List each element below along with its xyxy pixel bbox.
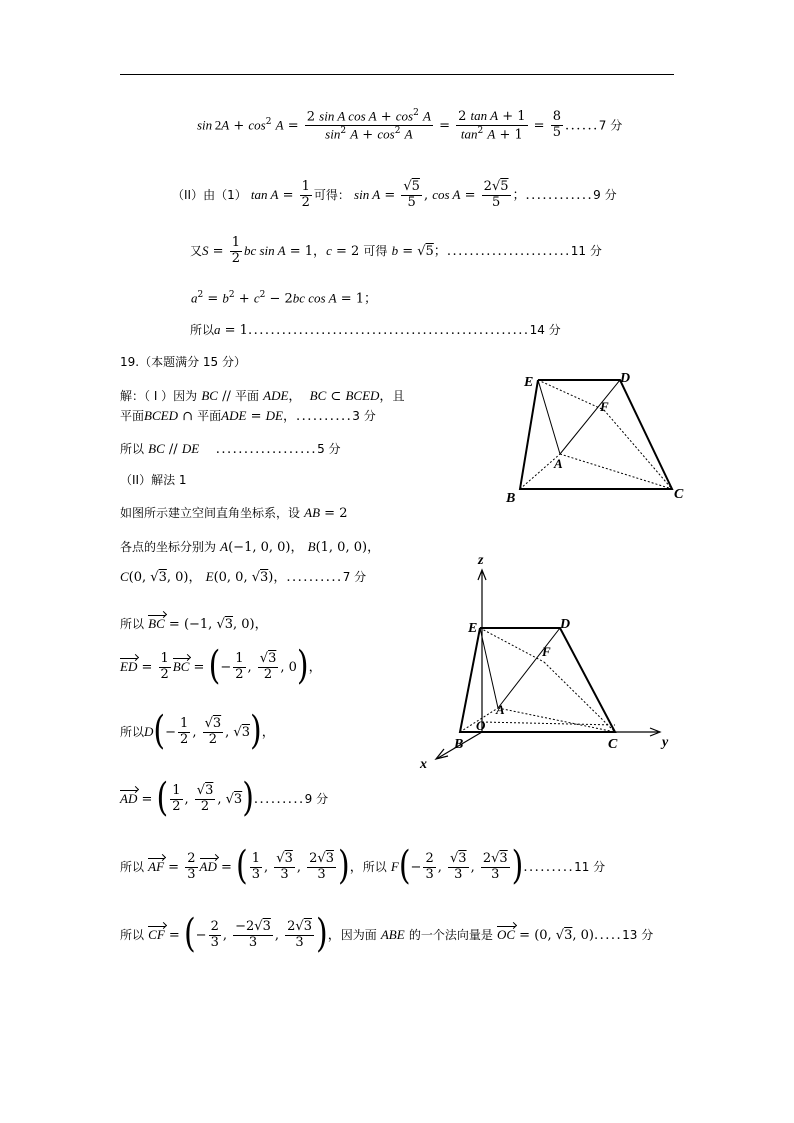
line-cosine-law: $a^2 = b^2 + c^2 - 2bc$ cos A = 1；	[191, 290, 378, 307]
fig1-label-b: B	[506, 491, 516, 506]
line2-mid: 可得：	[313, 187, 350, 202]
part2-coords-line2: C(0, √3, 0)， E(0, 0, √3)，..........7 分	[120, 569, 367, 585]
line1-mark: 7 分	[598, 118, 623, 133]
vector-cf: 所以 CF = (− $\frac{2}{3}$ , $\frac{-2√3}{3}$ , $\frac{2√3}{3}$ )，因为面 ABE 的一个法向量是 OC = (0, √3, 0).....13 分	[120, 912, 654, 958]
line3-mark: 11 分	[570, 243, 602, 258]
q19-title: 19.（本题满分 15 分）	[120, 355, 246, 369]
part1-line-b: 平面BCED ∩ 平面ADE = DE，..........3 分	[120, 408, 376, 424]
line5-prefix: 所以	[190, 323, 215, 337]
part2-setup: 如图所示建立空间直角坐标系，设 AB = 2	[120, 505, 348, 521]
af-mark: 11 分	[574, 859, 606, 874]
part2-coords-line1: 各点的坐标分别为 A(−1, 0, 0)， B(1, 0, 0)，	[120, 539, 381, 555]
header-rule	[120, 74, 674, 75]
line-sin2a: $\sin 2A + \cos^2 A$ = $\frac{2 \sin A \cos A + \cos^2 A}{\sin^2 A + \cos^2 A}$ = $\frac{\text{2 tan A + 1}}{\tan^2 A + 1}$ = $\frac{8}{5}$ ......7 分	[197, 107, 623, 143]
fig2-label-e: E	[468, 621, 478, 636]
fig2-label-y: y	[662, 735, 669, 750]
ad-mark: 9 分	[304, 791, 329, 806]
part1-c-mark: 5 分	[317, 442, 341, 456]
fig2-label-a: A	[496, 702, 505, 717]
fig1-label-e: E	[524, 375, 534, 390]
coords-mark: 7 分	[342, 570, 367, 584]
vector-ad: AD = ( $\frac{1}{2}$ , $\frac{√3}{2}$ , √3).........9 分	[120, 776, 329, 822]
part1-line-a: 解：（ I ）因为 BC // 平面 ADE， BC ⊂ BCED，且	[120, 388, 405, 404]
fig2-label-f: F	[542, 644, 551, 659]
line2-label: （II）由（1）	[172, 187, 247, 202]
fig1-label-f: F	[600, 399, 609, 414]
figure-pyramid	[500, 366, 700, 508]
cf-mark: 13 分	[622, 927, 654, 942]
line-part2-given: （II）由（1） tan A = $\frac{1}{2}$ 可得： sin A = $\frac{√5}{5}$ , cos A = $\frac{2√5}{5}$ ；............9 分	[172, 179, 617, 210]
fig2-label-c: C	[608, 737, 618, 752]
fig2-label-o: O	[476, 718, 486, 733]
fig2-label-x: x	[420, 757, 427, 772]
point-d: 所以D(− $\frac{1}{2}$ , $\frac{√3}{2}$ , √3)，	[120, 709, 275, 755]
vector-bc: 所以 BC = (−1, √3, 0)，	[120, 616, 268, 632]
coords-intro: 各点的坐标分别为	[120, 540, 217, 554]
line3-prefix: 又	[190, 243, 203, 258]
part2-title: （II）解法 1	[120, 473, 187, 487]
fig2-label-d: D	[560, 617, 571, 632]
vector-af: 所以 AF = $\frac{2}{3}$ AD = ( $\frac{1}{3}$ , $\frac{√3}{3}$ , $\frac{2√3}{3}$ )，所以 F(− $\frac{2}{3}$ , $\frac{√3}{3}$ , $\frac{2√3}{3}$ ).........11 分	[120, 844, 606, 890]
fig1-label-d: D	[620, 371, 631, 386]
fig1-label-a: A	[554, 456, 563, 471]
fig2-label-b: B	[454, 737, 464, 752]
line5-mark: 14 分	[529, 323, 561, 337]
vector-ed: ED = $\frac{1}{2}$ BC = (− $\frac{1}{2}$ , $\frac{√3}{2}$ , 0)，	[120, 644, 322, 690]
fig2-label-z: z	[478, 553, 484, 568]
figure-coordinate-system	[410, 550, 690, 772]
line-area: 又S = $\frac{1}{2}$ bc sin A = 1，c = 2 可得 b = √5；......................11 分	[190, 235, 602, 266]
line-result-a: 所以a = 1..................................................14 分	[190, 322, 561, 338]
line2-mark: 9 分	[593, 187, 617, 202]
part1-b-mark: 3 分	[352, 409, 376, 423]
fig1-label-c: C	[674, 487, 684, 502]
part1-line-c: 所以 BC // DE ..................5 分	[120, 441, 341, 457]
